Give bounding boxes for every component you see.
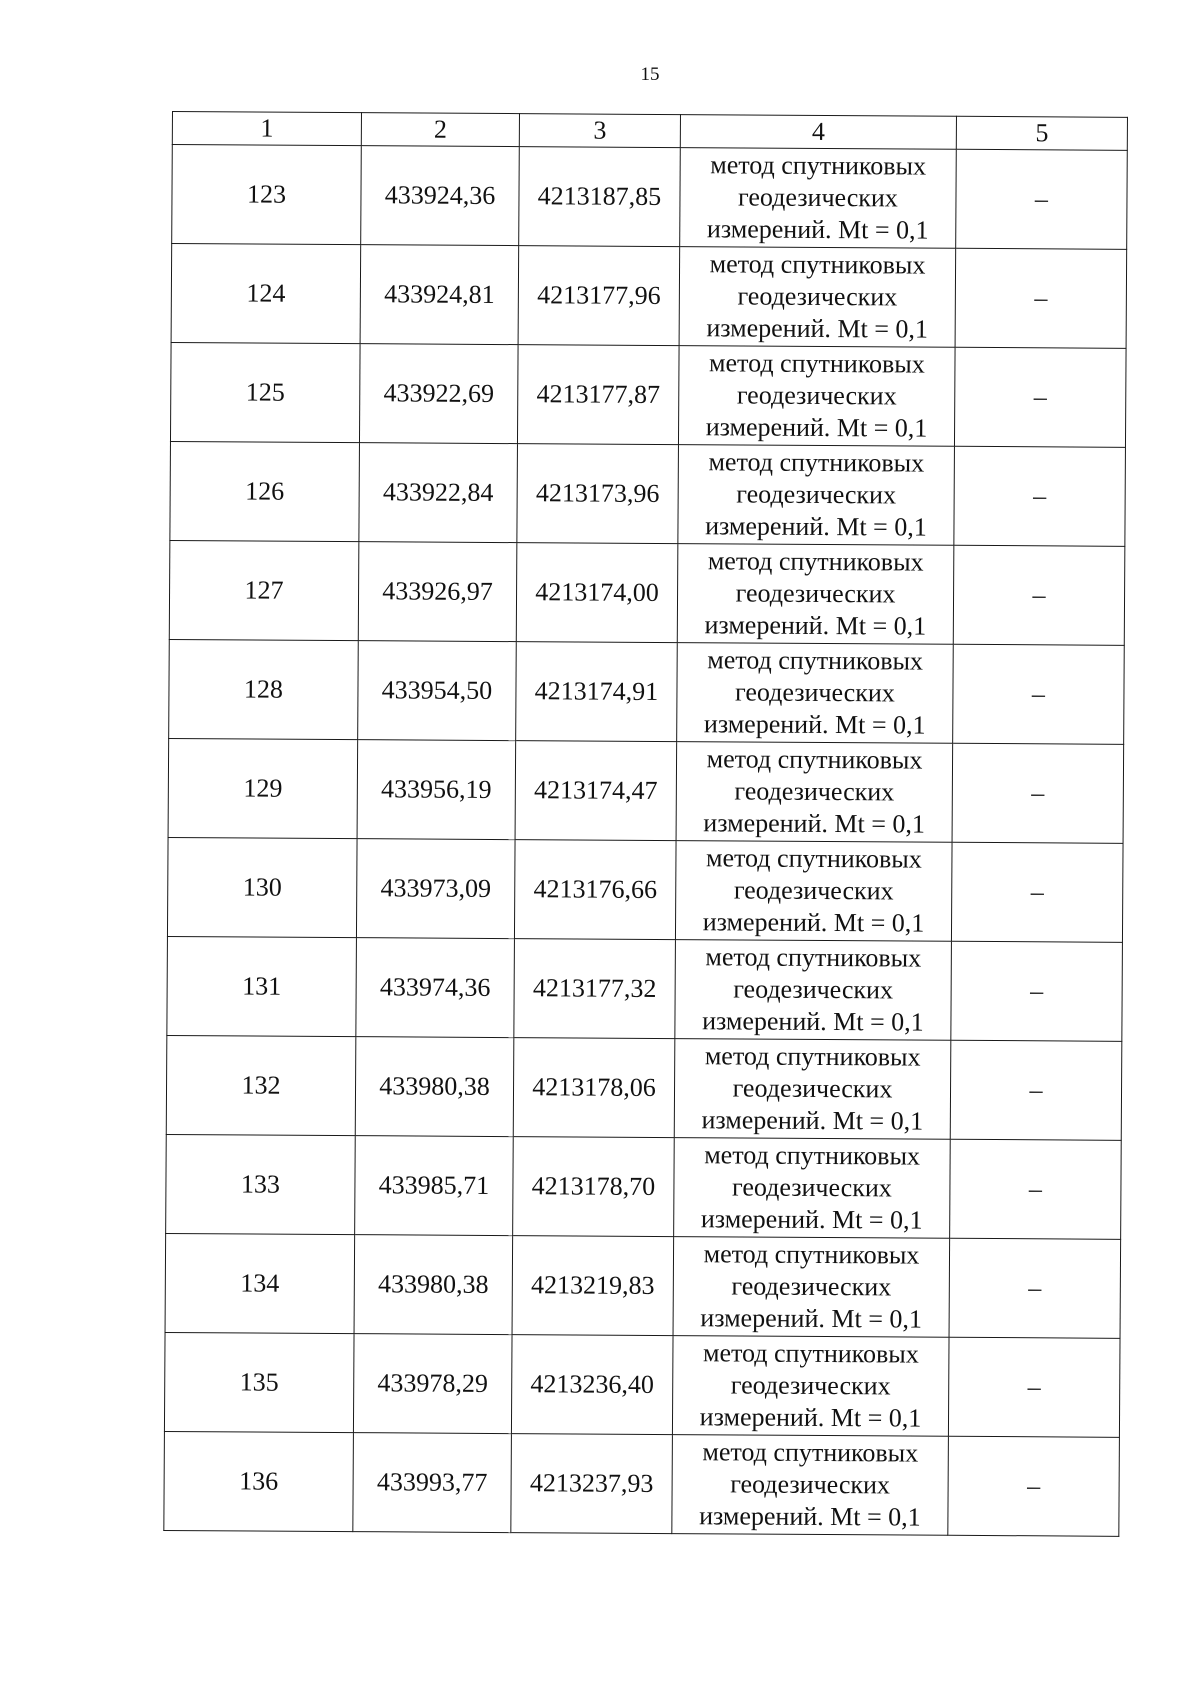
table-body <box>164 145 1127 1537</box>
point-number-cell: 123 <box>172 145 362 245</box>
point-number-cell: 125 <box>170 342 360 442</box>
note-cell: – <box>950 1139 1122 1239</box>
method-line: измерений. Mt = 0,1 <box>703 808 926 839</box>
table-row <box>169 639 1125 744</box>
method-line: геодезических <box>733 875 894 906</box>
method-cell <box>678 346 955 447</box>
method-line: метод спутниковых <box>703 1239 920 1270</box>
method-line: геодезических <box>730 1370 891 1401</box>
coordinate-y-cell: 4213177,32 <box>514 939 676 1039</box>
method-line: измерений. Mt = 0,1 <box>706 214 929 245</box>
method-line: измерений. Mt = 0,1 <box>704 610 927 641</box>
method-line: геодезических <box>731 1172 892 1203</box>
table-row <box>166 1134 1122 1239</box>
point-number-cell: 130 <box>167 837 357 937</box>
method-cell <box>674 1039 951 1140</box>
method-line: метод спутниковых <box>704 1140 921 1171</box>
coordinate-x-cell: 433985,71 <box>355 1136 514 1236</box>
method-line: измерений. Mt = 0,1 <box>701 1105 924 1136</box>
method-cell <box>675 841 952 942</box>
coordinate-y-cell: 4213174,47 <box>515 741 677 841</box>
method-cell <box>676 742 953 843</box>
table-row <box>165 1233 1121 1338</box>
table-row <box>172 145 1128 250</box>
column-header-4: 4 <box>680 115 956 150</box>
note-cell: – <box>950 1040 1122 1140</box>
note-cell: – <box>953 545 1125 645</box>
note-cell: – <box>951 941 1123 1041</box>
method-line: измерений. Mt = 0,1 <box>703 709 926 740</box>
note-cell: – <box>956 149 1128 249</box>
column-header-1: 1 <box>172 112 361 146</box>
coordinate-y-cell: 4213236,40 <box>511 1335 673 1435</box>
note-cell: – <box>951 842 1123 942</box>
method-cell <box>675 940 952 1041</box>
coordinate-y-cell: 4213178,70 <box>513 1137 675 1237</box>
method-cell <box>680 148 957 249</box>
method-line: геодезических <box>735 578 896 609</box>
method-line: метод спутниковых <box>704 1041 921 1072</box>
method-line: метод спутниковых <box>702 1437 919 1468</box>
column-header-2: 2 <box>361 113 519 147</box>
method-cell <box>677 544 954 645</box>
method-line: измерений. Mt = 0,1 <box>700 1303 923 1334</box>
method-cell <box>673 1237 950 1338</box>
coordinate-x-cell: 433922,69 <box>359 344 518 444</box>
coordinate-y-cell: 4213176,66 <box>514 840 676 940</box>
method-cell <box>677 643 954 744</box>
point-number-cell: 129 <box>168 738 358 838</box>
point-number-cell: 135 <box>164 1332 354 1432</box>
point-number-cell: 124 <box>171 244 361 344</box>
method-line: метод спутниковых <box>707 546 924 577</box>
coordinate-x-cell: 433974,36 <box>356 938 515 1038</box>
method-line: измерений. Mt = 0,1 <box>705 511 927 542</box>
table-row <box>164 1431 1120 1536</box>
coordinate-x-cell: 433954,50 <box>358 641 517 741</box>
method-line: метод спутниковых <box>708 447 925 478</box>
note-cell: – <box>953 644 1125 744</box>
method-line: метод спутниковых <box>705 942 922 973</box>
method-line: измерений. Mt = 0,1 <box>702 1006 924 1037</box>
method-line: геодезических <box>736 479 897 510</box>
method-line: метод спутниковых <box>706 744 923 775</box>
method-cell <box>672 1336 949 1437</box>
method-line: геодезических <box>730 1469 891 1500</box>
table-row <box>170 441 1126 546</box>
method-line: метод спутниковых <box>706 843 922 874</box>
note-cell: – <box>948 1436 1120 1536</box>
coordinate-y-cell: 4213174,91 <box>516 642 678 742</box>
point-number-cell: 126 <box>170 441 360 541</box>
table-row <box>167 936 1123 1041</box>
coordinate-x-cell: 433993,77 <box>353 1433 512 1533</box>
coordinate-x-cell: 433922,84 <box>359 443 518 543</box>
coordinates-table <box>163 111 1128 1537</box>
coordinate-y-cell: 4213177,87 <box>517 345 679 445</box>
method-line: метод спутниковых <box>709 348 925 379</box>
coordinate-y-cell: 4213178,06 <box>513 1038 675 1138</box>
coordinates-table-container <box>163 111 1128 1537</box>
coordinate-x-cell: 433924,81 <box>360 245 519 345</box>
method-cell <box>674 1138 951 1239</box>
table-row <box>164 1332 1120 1437</box>
coordinate-y-cell: 4213237,93 <box>511 1434 673 1534</box>
method-line: измерений. Mt = 0,1 <box>699 1402 922 1433</box>
coordinate-x-cell: 433924,36 <box>361 146 520 246</box>
method-line: геодезических <box>736 380 897 411</box>
coordinate-y-cell: 4213187,85 <box>519 147 681 247</box>
table-row <box>169 540 1125 645</box>
method-cell <box>672 1435 949 1536</box>
point-number-cell: 131 <box>167 936 357 1036</box>
method-line: геодезических <box>737 281 898 312</box>
table-row <box>166 1035 1122 1140</box>
column-header-3: 3 <box>519 114 680 148</box>
coordinate-y-cell: 4213173,96 <box>517 444 679 544</box>
method-line: геодезических <box>733 974 894 1005</box>
method-line: измерений. Mt = 0,1 <box>700 1204 923 1235</box>
method-line: измерений. Mt = 0,1 <box>705 412 928 443</box>
method-line: метод спутниковых <box>707 645 924 676</box>
note-cell: – <box>952 743 1124 843</box>
coordinate-y-cell: 4213219,83 <box>512 1236 674 1336</box>
coordinate-x-cell: 433926,97 <box>358 542 517 642</box>
method-line: геодезических <box>734 677 895 708</box>
note-cell: – <box>954 347 1126 447</box>
coordinate-x-cell: 433973,09 <box>356 839 515 939</box>
column-header-5: 5 <box>956 116 1127 150</box>
point-number-cell: 127 <box>169 540 359 640</box>
table-row <box>167 837 1123 942</box>
point-number-cell: 132 <box>166 1035 356 1135</box>
note-cell: – <box>948 1337 1120 1437</box>
coordinate-x-cell: 433956,19 <box>357 740 516 840</box>
coordinate-y-cell: 4213174,00 <box>516 543 678 643</box>
coordinate-y-cell: 4213177,96 <box>518 246 680 346</box>
method-line: геодезических <box>731 1271 892 1302</box>
note-cell: – <box>949 1238 1121 1338</box>
method-line: геодезических <box>738 182 898 213</box>
method-line: геодезических <box>732 1073 893 1104</box>
coordinate-x-cell: 433980,38 <box>355 1037 514 1137</box>
method-line: измерений. Mt = 0,1 <box>699 1501 921 1532</box>
method-line: метод спутниковых <box>709 249 926 280</box>
note-cell: – <box>954 446 1126 546</box>
method-cell <box>679 247 956 348</box>
page-number: 15 <box>640 64 660 85</box>
method-line: измерений. Mt = 0,1 <box>706 313 929 344</box>
note-cell: – <box>955 248 1127 348</box>
method-line: метод спутниковых <box>710 150 927 181</box>
table-row <box>168 738 1124 843</box>
point-number-cell: 134 <box>165 1233 355 1333</box>
method-line: геодезических <box>734 776 895 807</box>
coordinate-x-cell: 433978,29 <box>353 1334 512 1434</box>
method-line: метод спутниковых <box>702 1338 919 1369</box>
point-number-cell: 128 <box>169 639 359 739</box>
table-row <box>171 244 1127 349</box>
coordinate-x-cell: 433980,38 <box>354 1235 513 1335</box>
point-number-cell: 133 <box>166 1134 356 1234</box>
table-row <box>170 342 1126 447</box>
method-cell <box>678 445 955 546</box>
point-number-cell: 136 <box>164 1431 354 1531</box>
method-line: измерений. Mt = 0,1 <box>702 907 925 938</box>
